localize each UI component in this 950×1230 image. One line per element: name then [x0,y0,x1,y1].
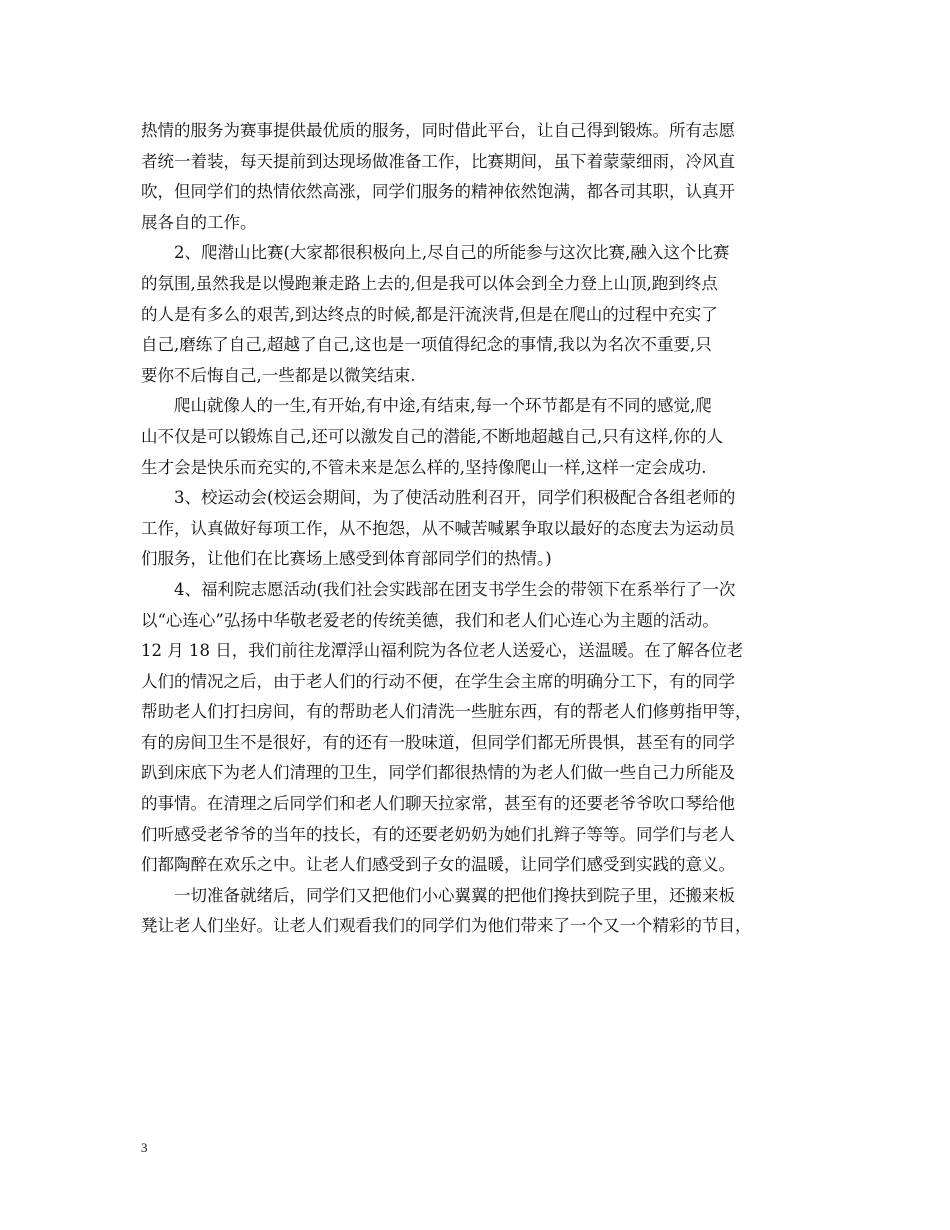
text-line: 的人是有多么的艰苦,到达终点的时候,都是汗流浃背,但是在爬山的过程中充实了 [141,304,718,324]
text-line: 趴到床底下为老人们清理的卫生，同学们都很热情的为老人们做一些自己力所能及 [141,763,735,783]
text-line: 生才会是快乐而充实的,不管未来是怎么样的,坚持像爬山一样,这样一定会成功. [141,457,707,477]
text-line: 们服务，让他们在比赛场上感受到体育部同学们的热情。) [141,549,552,569]
text-line: 展各自的工作。 [141,212,257,232]
text-line: 人们的情况之后，由于老人们的行动不便，在学生会主席的明确分工下，有的同学 [141,671,735,691]
paragraph-start-line: 一切准备就绪后，同学们又把他们小心翼翼的把他们搀扶到院子里，还搬来板 [174,885,735,905]
document-body [141,116,831,942]
text-line: 者统一着装，每天提前到达现场做准备工作，比赛期间，虽下着蒙蒙细雨，冷风直 [141,151,735,171]
text-line: 要你不后悔自己,一些都是以微笑结束. [141,365,416,385]
text-line: 吹，但同学们的热情依然高涨，同学们服务的精神依然饱满，都各司其职，认真开 [141,182,735,202]
page-number: 3 [141,1140,148,1155]
paragraph-start-line: 爬山就像人的一生,有开始,有中途,有结束,每一个环节都是有不同的感觉,爬 [174,396,712,416]
text-line: 帮助老人们打扫房间，有的帮助老人们清洗一些脏东西，有的帮老人们修剪指甲等， [141,702,752,722]
text-line: 以“心连心”弘扬中华敬老爱老的传统美德，我们和老人们心连心为主题的活动。 [141,610,719,630]
paragraph-start-line: 4、福利院志愿活动(我们社会实践部在团支书学生会的带领下在系举行了一次 [174,579,736,599]
text-line: 凳让老人们坐好。让老人们观看我们的同学们为他们带来了一个又一个精彩的节目， [141,916,752,936]
text-line: 们都陶醉在欢乐之中。让老人们感受到子女的温暖，让同学们感受到实践的意义。 [141,855,735,875]
text-line: 的氛围,虽然我是以慢跑兼走路上去的,但是我可以体会到全力登上山顶,跑到终点 [141,273,718,293]
text-line: 山不仅是可以锻炼自己,还可以激发自己的潜能,不断地超越自己,只有这样,你的人 [141,426,723,446]
text-line: 有的房间卫生不是很好，有的还有一股味道，但同学们都无所畏惧，甚至有的同学 [141,732,735,752]
text-line: 热情的服务为赛事提供最优质的服务，同时借此平台，让自己得到锻炼。所有志愿 [141,121,735,140]
text-line: 12 月 18 日，我们前往龙潭浮山福利院为各位老人送爱心，送温暖。在了解各位老 [141,641,744,661]
paragraph-start-line: 2、爬潜山比赛(大家都很积极向上,尽自己的所能参与这次比赛,融入这个比赛 [174,243,730,263]
text-line: 们听感受老爷爷的当年的技长，有的还要老奶奶为她们扎辫子等等。同学们与老人 [141,824,735,844]
text-line: 工作，认真做好每项工作，从不抱怨，从不喊苦喊累争取以最好的态度去为运动员 [141,518,735,538]
text-line: 自己,磨练了自己,超越了自己,这也是一项值得纪念的事情,我以为名次不重要,只 [141,335,712,355]
paragraph-start-line: 3、校运动会(校运会期间，为了使活动胜利召开，同学们积极配合各组老师的 [174,488,736,508]
text-line: 的事情。在清理之后同学们和老人们聊天拉家常，甚至有的还要老爷爷吹口琴给他 [141,794,735,814]
